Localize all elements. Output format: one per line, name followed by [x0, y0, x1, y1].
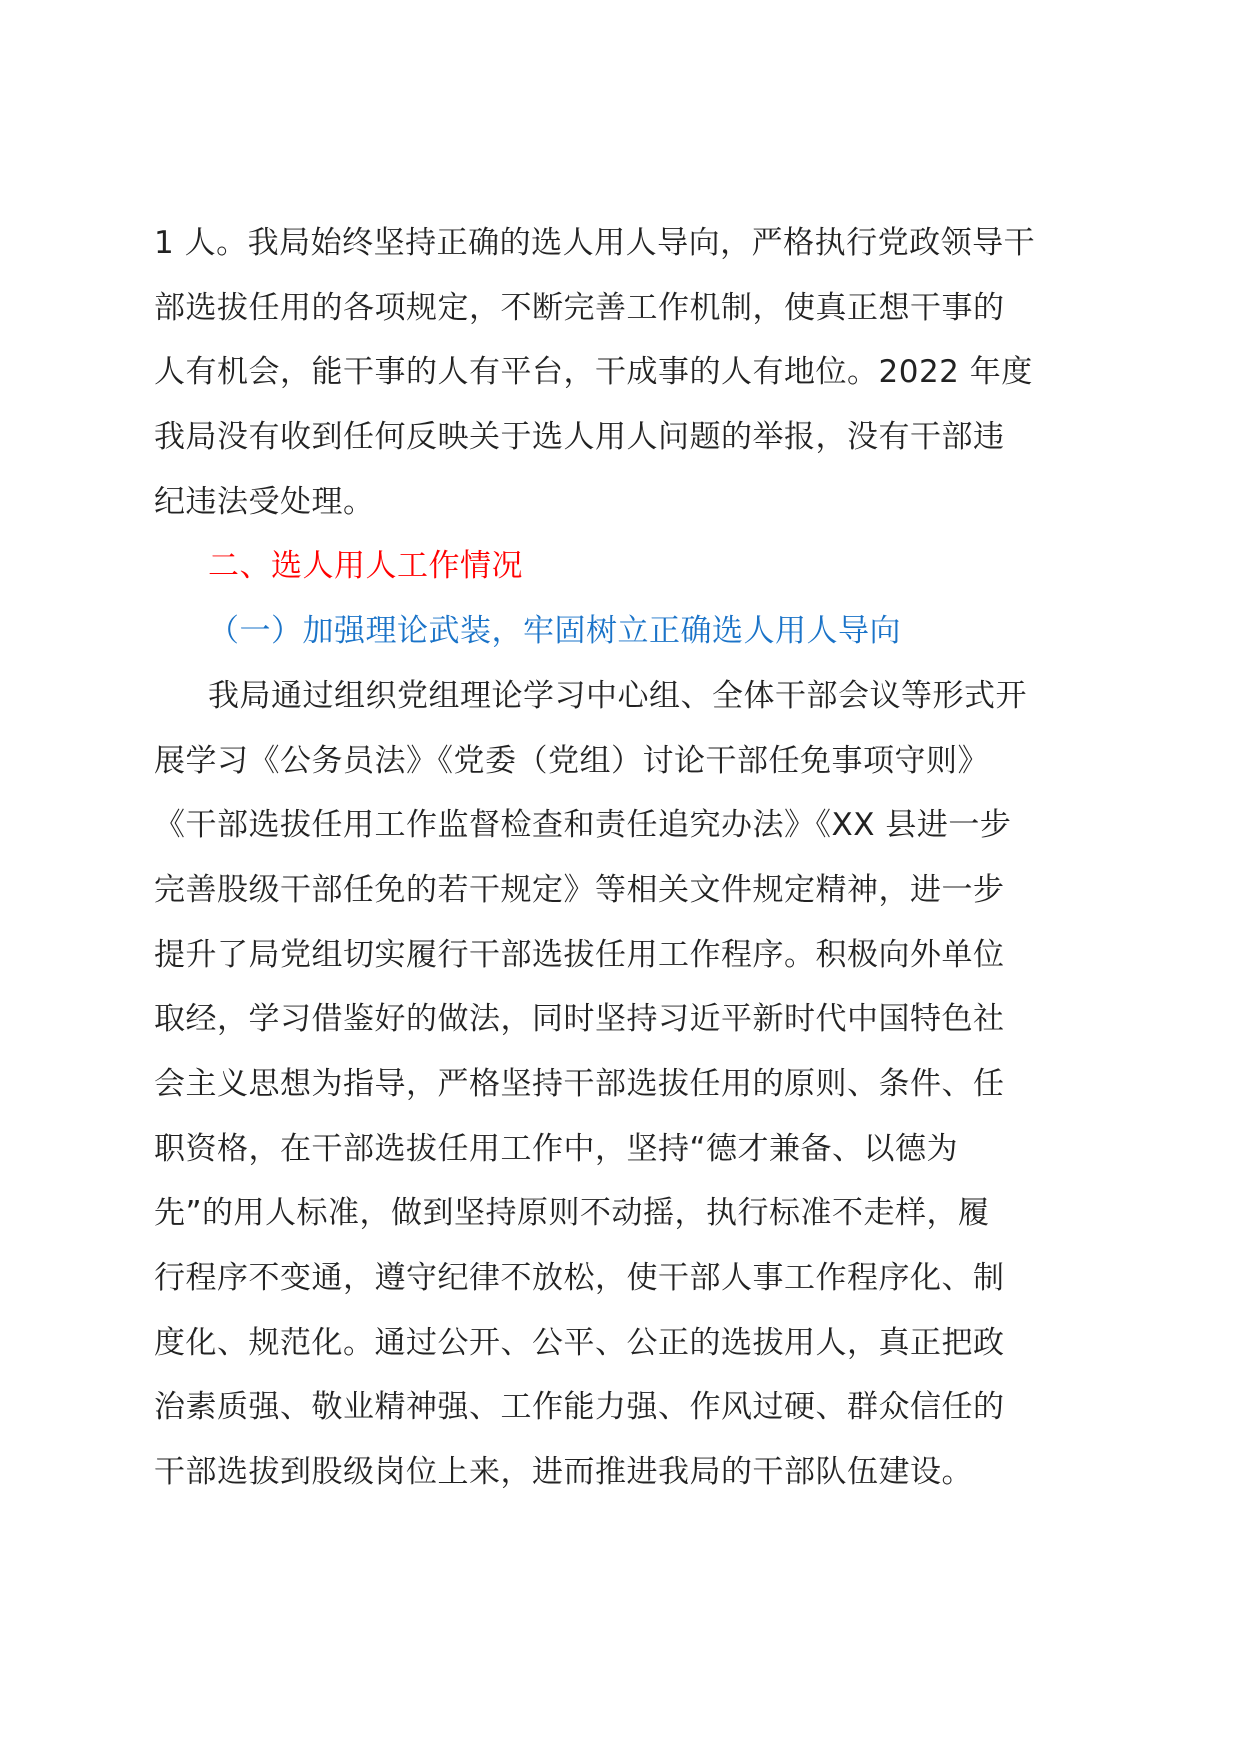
paragraph-line: 取经，学习借鉴好的做法，同时坚持习近平新时代中国特色社 [154, 1001, 1005, 1038]
paragraph-line: 职资格，在干部选拔任用工作中，坚持“德才兼备、以德为 [154, 1130, 959, 1167]
paragraph-line: 展学习《公务员法》《党委（党组）讨论干部任免事项守则》 [154, 742, 989, 779]
body-line: 纪违法受处理。 [154, 483, 375, 520]
subsection-heading: （一）加强理论武装，牢固树立正确选人用人导向 [208, 613, 901, 650]
paragraph-line: 会主义思想为指导，严格坚持干部选拔任用的原则、条件、任 [154, 1065, 1005, 1102]
body-line: 我局没有收到任何反映关于选人用人问题的举报，没有干部违 [154, 419, 1005, 456]
paragraph-line: 度化、规范化。通过公开、公平、公正的选拔用人，真正把政 [154, 1324, 1005, 1361]
paragraph-line: 完善股级干部任免的若干规定》等相关文件规定精神，进一步 [154, 871, 1005, 908]
paragraph-line: 先”的用人标准，做到坚持原则不动摇，执行标准不走样，履 [154, 1195, 990, 1232]
paragraph-line: 提升了局党组切实履行干部选拔任用工作程序。积极向外单位 [154, 936, 1005, 973]
body-line: 部选拔任用的各项规定，不断完善工作机制，使真正想干事的 [154, 289, 1005, 326]
paragraph-line: 治素质强、敬业精神强、工作能力强、作风过硬、群众信任的 [154, 1389, 1005, 1426]
document-body [154, 211, 1088, 1505]
paragraph-line: 干部选拔到股级岗位上来，进而推进我局的干部队伍建设。 [154, 1454, 973, 1491]
body-line: 人有机会，能干事的人有平台，干成事的人有地位。2022 年度 [154, 354, 1033, 391]
paragraph-line: 《干部选拔任用工作监督检查和责任追究办法》《XX 县进一步 [154, 807, 1012, 844]
body-line: 1 人。我局始终坚持正确的选人用人导向，严格执行党政领导干 [154, 225, 1036, 261]
paragraph-line: 行程序不变通，遵守纪律不放松，使干部人事工作程序化、制 [154, 1260, 1005, 1296]
paragraph-line: 我局通过组织党组理论学习中心组、全体干部会议等形式开 [208, 677, 1027, 714]
section-heading: 二、选人用人工作情况 [208, 548, 523, 585]
